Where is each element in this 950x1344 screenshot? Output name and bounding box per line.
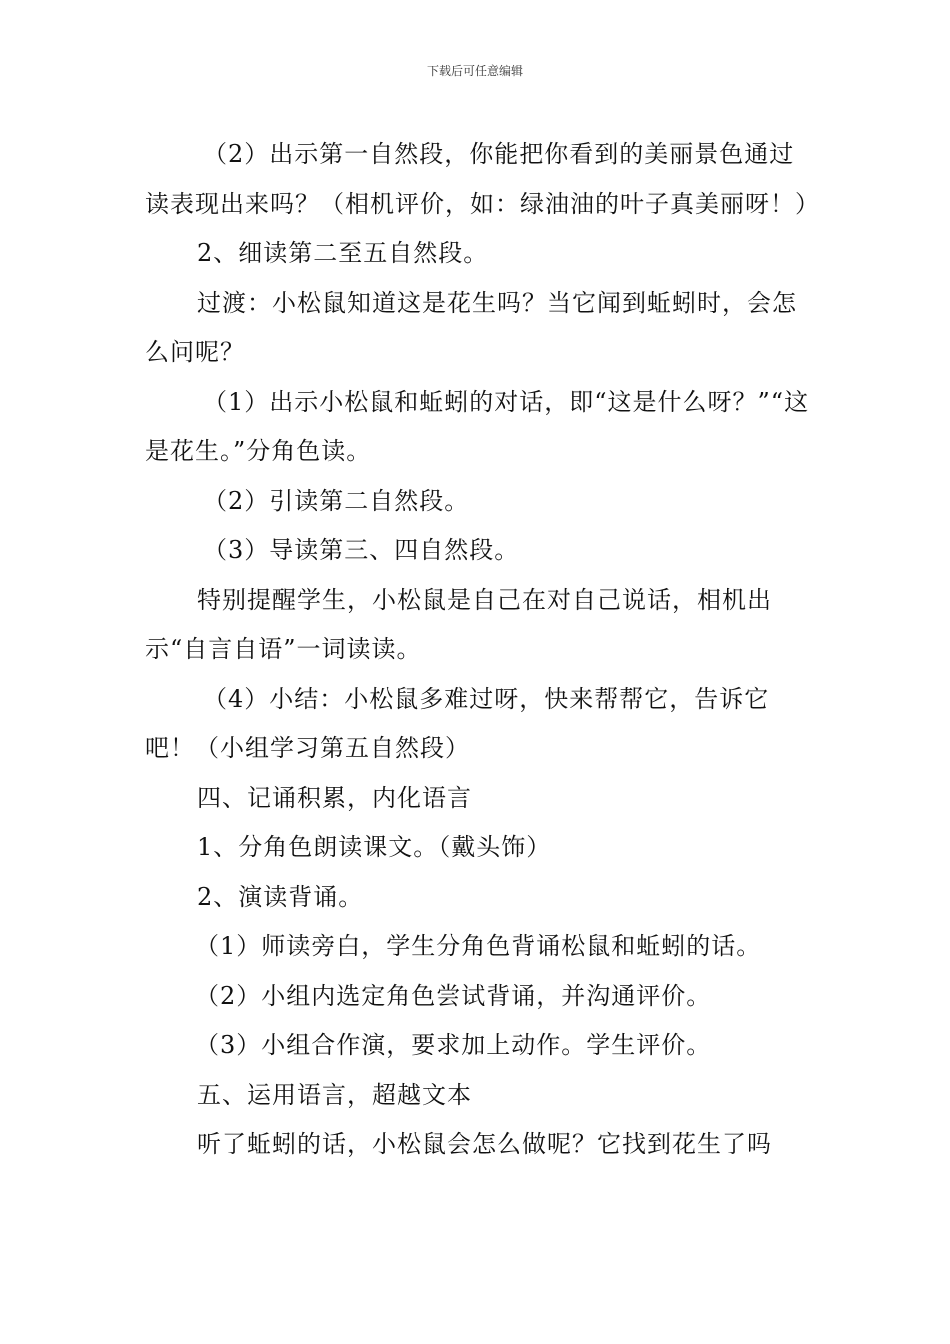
paragraph-8: （4）小结：小松鼠多难过呀，快来帮帮它，告诉它吧！（小组学习第五自然段）	[145, 684, 770, 762]
paragraph-3: 过渡：小松鼠知道这是花生吗？当它闻到蚯蚓时，会怎么问呢？	[145, 288, 797, 366]
paragraph-4: （1）出示小松鼠和蚯蚓的对话，即“这是什么呀？”“这是花生。”分角色读。	[145, 387, 810, 465]
paragraph-14: （3）小组合作演，要求加上动作。学生评价。	[195, 1031, 712, 1059]
paragraph-2: 2、细读第二至五自然段。	[197, 239, 489, 267]
paragraph-9: 四、记诵积累，内化语言	[197, 783, 472, 812]
paragraph-10: 1、分角色朗读课文。（戴头饰）	[197, 833, 552, 861]
document-body	[145, 130, 820, 1170]
paragraph-5: （2）引读第二自然段。	[203, 486, 470, 515]
page-header: 下载后可任意编辑	[426, 64, 523, 78]
paragraph-7: 特别提醒学生，小松鼠是自己在对自己说话，相机出示“自言自语”一词读读。	[145, 585, 772, 663]
paragraph-6: （3）导读第三、四自然段。	[203, 536, 520, 564]
paragraph-11: 2、演读背诵。	[197, 882, 364, 911]
paragraph-1: （2）出示第一自然段，你能把你看到的美丽景色通过读表现出来吗？（相机评价，如：绿油油的叶子真美丽呀！）	[145, 140, 820, 218]
paragraph-12: （1）师读旁白，学生分角色背诵松鼠和蚯蚓的话。	[195, 932, 762, 960]
paragraph-13: （2）小组内选定角色尝试背诵，并沟通评价。	[195, 981, 712, 1010]
paragraph-15: 五、运用语言，超越文本	[197, 1080, 472, 1109]
paragraph-16: 听了蚯蚓的话，小松鼠会怎么做呢？它找到花生了吗	[197, 1130, 772, 1158]
